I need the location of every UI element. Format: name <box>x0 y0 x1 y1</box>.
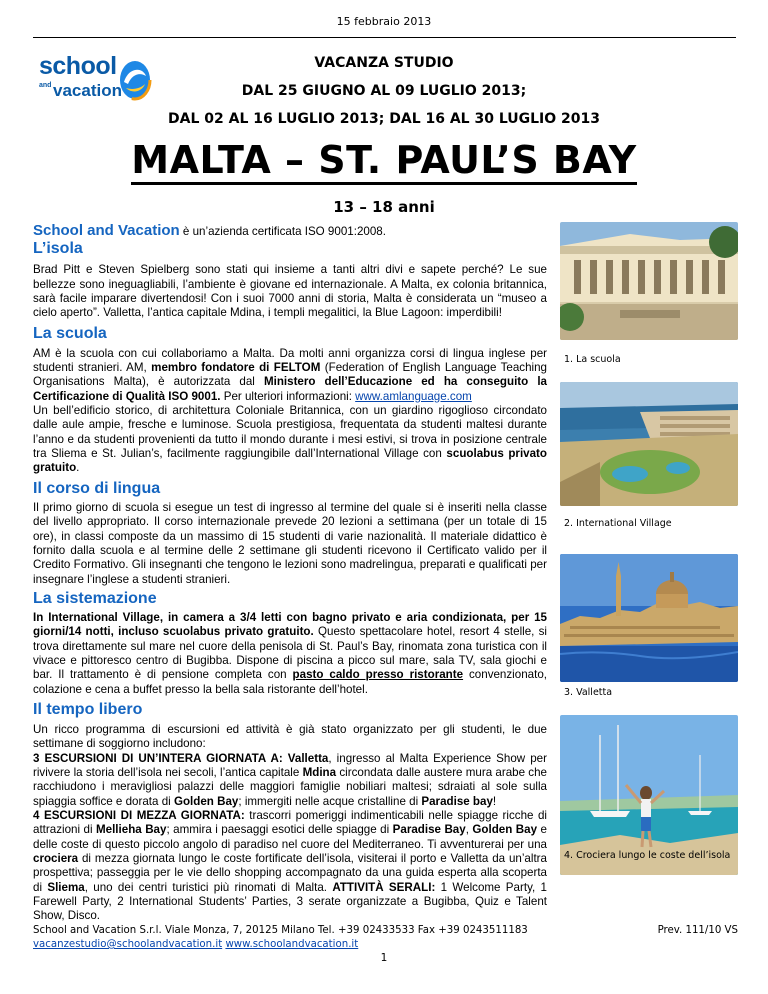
sistemazione-text <box>33 611 547 697</box>
photo-valletta <box>560 554 738 682</box>
escursioni-mezza <box>33 809 547 924</box>
scuola-text: (Federation of English Language Teaching Organisations Malta), è autorizzata dal <box>33 361 548 389</box>
sistemazione-desc: Questo spettacolare hotel, resort 4 stelle, si trova direttamente sul mare nel cuore della penisola di St. Paul’s Bay, rinomata zona turistica con il vivace e pittoresco centro di Bugibba. Dispone di piscina a picco sul mare, sala TV, sala giochi e bar. Il trattamento è di pensione completa con <box>33 625 547 682</box>
escursioni-text: , uno dei centri turistici più rinomati di Malta. <box>84 880 333 894</box>
escursioni-intere-title: 3 ESCURSIONI DI UN’INTERA GIORNATA A: <box>33 751 288 765</box>
place-golden-bay: Golden Bay <box>173 794 239 808</box>
intro-line <box>33 224 547 239</box>
escursioni-text: e delle coste di questo piccolo angolo di paradiso nel cuore del Mediterraneo. Ti avventurerai per una <box>33 823 547 851</box>
company-name: School and Vacation <box>33 222 180 239</box>
age-range: 13 – 18 anni <box>333 198 435 216</box>
sistemazione-desc: convenzionato, colazione e cena a buffet presso la bella sala ristorante dell’hotel. <box>33 668 547 696</box>
escursioni-text: ! <box>492 794 497 808</box>
title-line-1: VACANZA STUDIO <box>314 55 454 71</box>
heading-isola: L’isola <box>33 240 83 258</box>
tempo-intro: Un ricco programma di escursioni ed attività è già stato organizzato per gli studenti, le due settimane di soggiorno includono: <box>33 722 547 751</box>
logo-word-and: and <box>39 82 52 89</box>
place-valletta: Valletta <box>287 751 329 765</box>
footer <box>33 924 738 952</box>
escursioni-intere <box>33 752 547 809</box>
footer-email-link[interactable]: vacanzestudio@schoolandvacation.it <box>33 939 223 950</box>
amlanguage-link[interactable]: www.amlanguage.com <box>355 389 472 403</box>
logo-word-school: school <box>39 52 117 80</box>
logo-word-vacation: vacation <box>53 81 122 100</box>
attivita-serali-text: 1 Welcome Party, 1 Farewell Party, 2 International Students’ Parties, 3 serate organizzate a Bugibba, Quiz e Talent Show, Disco. <box>33 880 547 923</box>
corso-text: Il primo giorno di scuola si esegue un test di ingresso al termine del quale si è inseriti nella classe del livello appropriato. Il corso internazionale prevede 20 lezioni a settimana (per un totale di 15 ore), in classi composte da un massimo di 15 studenti di varie nazionalità. Il materiale didattico è fornito dalla scuola e al termine delle 2 settimane gli studenti ricevono il Certificato valido per il Credito Formativo. Gli insegnanti che tengono le lezioni sono madrelingua, preparati e qualificati per insegnare l’inglese a studenti stranieri. <box>33 500 547 586</box>
escursioni-text: trascorri pomeriggi indimenticabili nelle spiagge ricche di attrazioni di <box>33 809 548 837</box>
escursioni-text: ; immergiti nelle acque cristalline di <box>238 794 422 808</box>
caption-1: 1. La scuola <box>564 354 621 365</box>
page-number: 1 <box>380 952 388 964</box>
heading-sistemazione: La sistemazione <box>33 589 157 607</box>
pasto-caldo: pasto caldo presso ristorante <box>292 668 464 682</box>
crociera: crociera <box>33 852 79 866</box>
place-paradise-bay: Paradise Bay <box>392 823 466 837</box>
attivita-serali-title: ATTIVITÀ SERALI: <box>332 880 436 894</box>
place-mellieha-bay: Mellieha Bay <box>95 823 167 837</box>
header-date: 15 febbraio 2013 <box>336 15 432 28</box>
photo-la-scuola <box>560 222 738 340</box>
scuola-text: Per ulteriori informazioni: <box>220 389 356 403</box>
heading-scuola: La scuola <box>33 324 107 342</box>
scuolabus-gratuito: scuolabus privato gratuito <box>33 447 547 475</box>
footer-company-line: School and Vacation S.r.l. Viale Monza, 7, 20125 Milano Tel. +39 02433533 Fax +39 0243511183 <box>33 925 528 936</box>
scuola-text: . <box>76 461 80 475</box>
escursioni-text: , <box>465 823 473 837</box>
photo-international-village <box>560 382 738 506</box>
place-paradise-bay: Paradise bay <box>421 794 493 808</box>
page-title <box>0 139 768 181</box>
place-sliema: Sliema <box>47 880 85 894</box>
caption-2: 2. International Village <box>564 518 672 529</box>
scuola-ministero: Ministero dell’Educazione ed ha conseguito la Certificazione di Qualità ISO 9001. <box>33 375 547 403</box>
footer-links <box>33 938 738 952</box>
main-content <box>33 224 547 924</box>
place-mdina: Mdina <box>302 765 337 779</box>
escursioni-mezza-title: 4 ESCURSIONI DI MEZZA GIORNATA: <box>33 809 245 822</box>
escursioni-text: di mezza giornata lungo le coste fortificate dell’isola, visiterai il porto e Valletta da un’altra prospettiva; passeggia per le vie dello shopping accompagnato da una guida esperta alla scoperta di <box>33 852 547 894</box>
escursioni-text: circondata dalle austere mura arabe che racchiudono i meravigliosi palazzi delle maggiori famiglie nobiliari maltesi; sdraiati al sole sulla spiaggia soffice e dorata di <box>33 765 548 808</box>
heading-tempo-libero: Il tempo libero <box>33 700 143 718</box>
scuola-feltom: membro fondatore di FELTOM <box>151 361 321 375</box>
scuola-paragraph-1 <box>33 347 547 404</box>
document-reference: Prev. 111/10 VS <box>657 925 738 936</box>
caption-4: 4. Crociera lungo le coste dell’isola <box>564 850 731 861</box>
escursioni-text: ; ammira i paesaggi esotici delle spiagge di <box>166 823 393 837</box>
footer-website-link[interactable]: www.schoolandvacation.it <box>225 939 359 950</box>
scuola-paragraph-2 <box>33 404 547 476</box>
certification-text: è un’azienda certificata ISO 9001:2008. <box>179 225 386 238</box>
header-rule <box>33 37 736 38</box>
scuola-text: Un bell’edificio storico, di architettura Coloniale Britannica, con un giardino rigoglioso circondato dalle aule ampie, fresche e luminose. Scuola prestigiosa, frequentata da studenti maltesi durante l’anno e da studenti provenienti da tutto il mondo durante i mesi estivi, si trova in posizione centrale tra Sliema e St. Julian’s, facilmente raggiungibile dall’International Village con <box>33 404 547 461</box>
title-line-2: DAL 25 GIUGNO AL 09 LUGLIO 2013; <box>241 83 527 99</box>
isola-text: Brad Pitt e Steven Spielberg sono stati qui insieme a tanti altri divi e sapete perché? Le sue bellezze sono ineguagliabili, l’ambiente è giovane ed internazionale. A Malta, ex colonia britannica, sarà facile imparare divertendosi! Con i suoi 7000 anni di storia, Malta è considerata un “museo a cielo aperto”. Valletta, l’antica capitale Mdina, i templi megalitici, la Blue Lagoon: imperdibili! <box>33 263 547 320</box>
title-line-3: DAL 02 AL 16 LUGLIO 2013; DAL 16 AL 30 LUGLIO 2013 <box>168 111 600 127</box>
place-golden-bay: Golden Bay <box>472 823 538 837</box>
caption-3: 3. Valletta <box>564 687 613 698</box>
scuola-text: AM è la scuola con cui collaboriamo a Malta. Da molti anni organizza corsi di lingua inglese per studenti stranieri. AM, <box>33 346 547 375</box>
page-title-text: MALTA – ST. PAUL’S BAY <box>131 138 636 185</box>
escursioni-text: , ingresso al Malta Experience Show per rivivere la storia dell’isola nei secoli, l’antica capitale <box>33 751 547 779</box>
sistemazione-bold: In International Village, in camera a 3/4 letti con bagno privato e aria condizionata, per 15 giorni/14 notti, incluso scuolabus privato gratuito. <box>33 610 547 639</box>
heading-corso: Il corso di lingua <box>33 479 161 497</box>
